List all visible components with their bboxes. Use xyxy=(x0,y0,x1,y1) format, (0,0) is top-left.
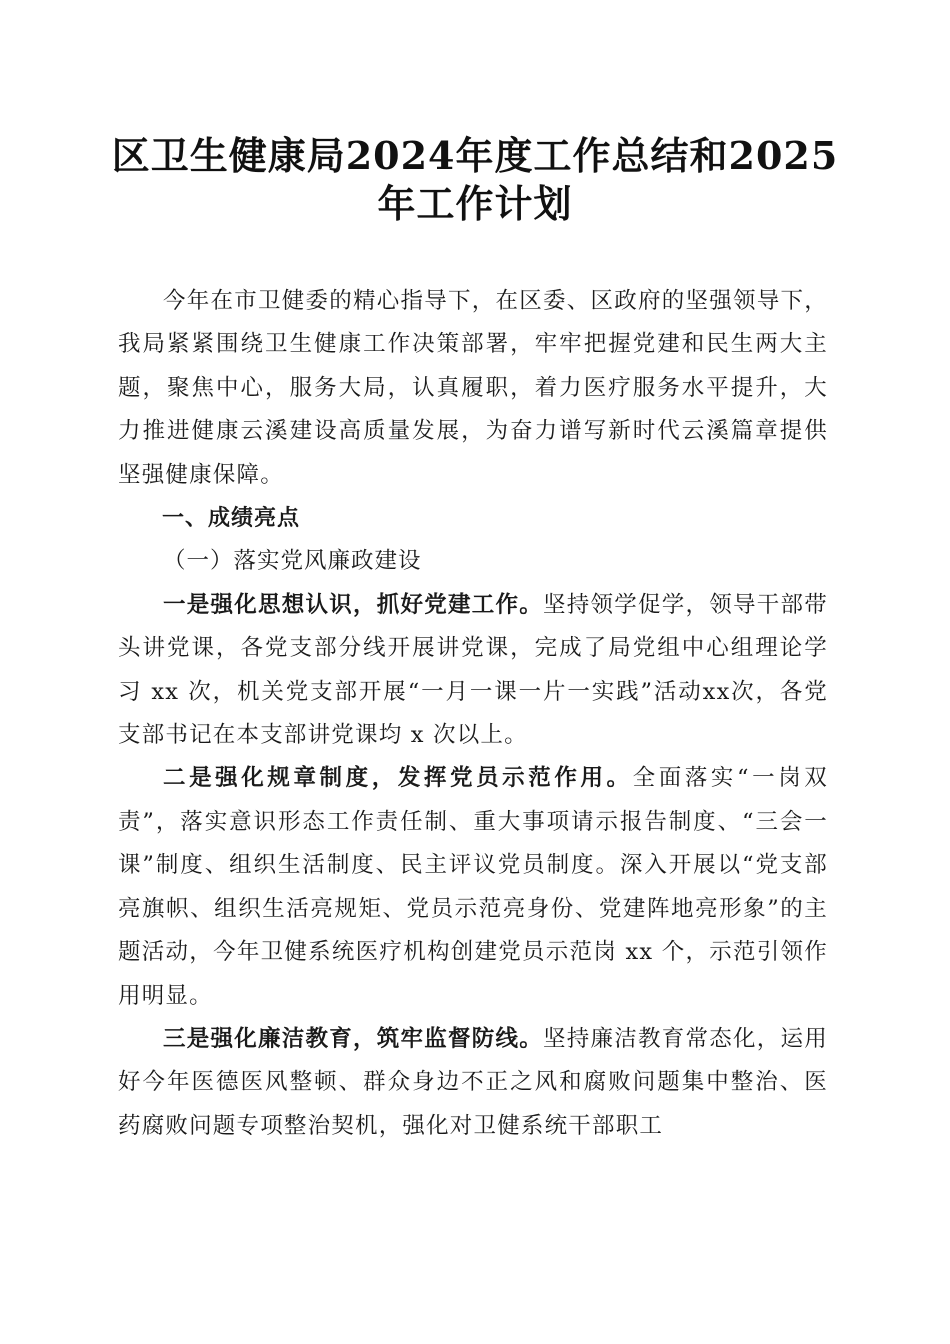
paragraph-lead: 一是强化思想认识，抓好党建工作。 xyxy=(163,591,544,618)
paragraph-text: 坚持领学促学，领导干部带头讲党课，各党支部分线开展讲党课，完成了局党组中心组理论学习 xx 次，机关党支部开展“一月一课一片一实践”活动xx次，各党支部书记在本支部讲党课均 x 次以上。 xyxy=(118,591,828,749)
paragraph-lead: 二是强化规章制度，发挥党员示范作用。 xyxy=(163,765,633,792)
document-body xyxy=(118,280,828,1148)
intro-paragraph: 今年在市卫健委的精心指导下，在区委、区政府的坚强领导下，我局紧紧围绕卫生健康工作决策部署，牢牢把握党建和民生两大主题，聚焦中心，服务大局，认真履职，着力医疗服务水平提升，大力推进健康云溪建设高质量发展，为奋力谱写新时代云溪篇章提供坚强健康保障。 xyxy=(118,288,828,488)
body-paragraph-1 xyxy=(118,584,828,758)
paragraph-text: 坚持廉洁教育常态化，运用好今年医德医风整顿、群众身边不正之风和腐败问题集中整治、医药腐败问题专项整治契机，强化对卫健系统干部职工 xyxy=(118,1025,828,1139)
subsection-heading: （一）落实党风廉政建设 xyxy=(163,548,422,575)
paragraph-text: 全面落实“一岗双责”，落实意识形态工作责任制、重大事项请示报告制度、“三会一课”制度、组织生活制度、民主评议党员制度。深入开展以“党支部亮旗帜、组织生活亮规矩、党员示范亮身份、党建阵地亮形象”的主题活动，今年卫健系统医疗机构创建党员示范岗 xx 个，示范引领作用明显。 xyxy=(118,765,828,1009)
body-paragraph-2 xyxy=(118,757,828,1017)
body-paragraph-3 xyxy=(118,1018,828,1148)
section-heading: 一、成绩亮点 xyxy=(162,506,301,532)
document-title: 区卫生健康局2024年度工作总结和2025年工作计划 xyxy=(111,133,839,226)
paragraph-lead: 三是强化廉洁教育，筑牢监督防线。 xyxy=(163,1025,544,1052)
